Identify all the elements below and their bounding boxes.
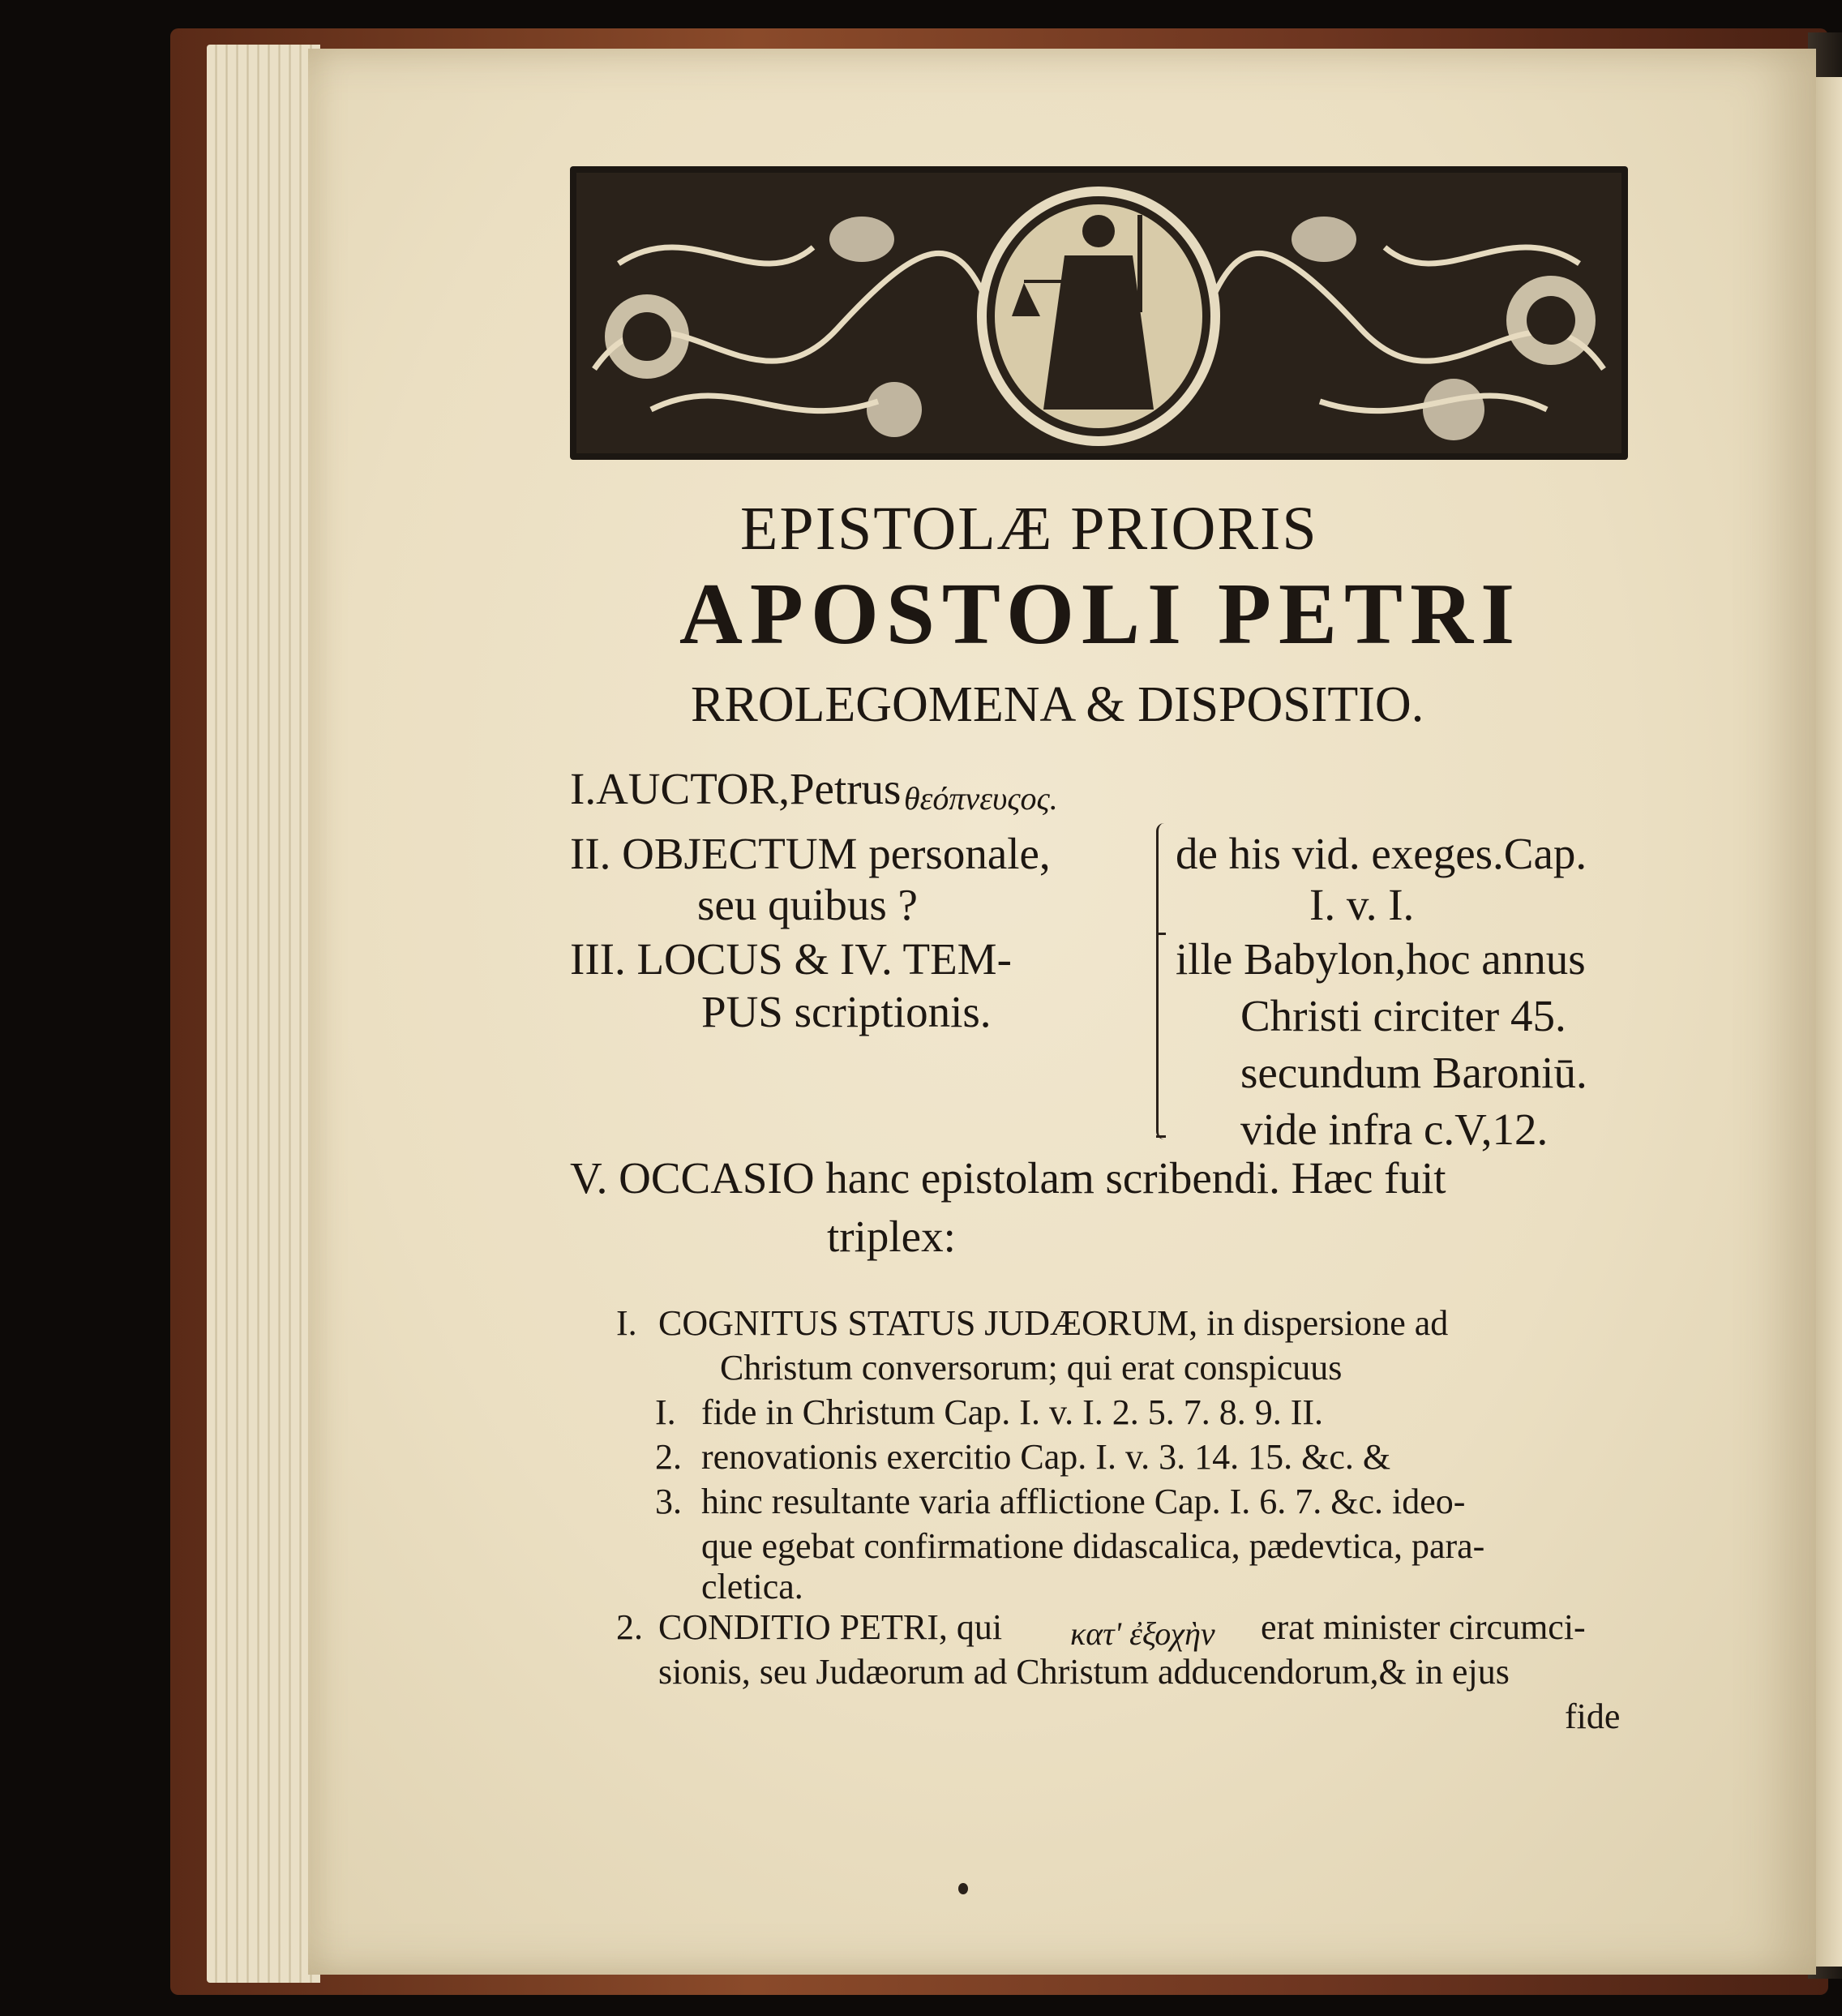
auctor-label: I.AUCTOR,Petrus	[570, 764, 902, 813]
justice-woodcut-ornament-icon	[570, 166, 1628, 460]
list-item: cletica.	[701, 1567, 803, 1606]
page-edges	[207, 45, 320, 1983]
brace-divider	[1156, 823, 1173, 1139]
list-item: COGNITUS STATUS JUDÆORUM, in dispersione ad	[658, 1303, 1449, 1343]
objectum-line-1: II. OBJECTUM personale,	[570, 829, 1051, 878]
title-line-3: RROLEGOMENA & DISPOSITIO.	[691, 677, 1424, 732]
list-num: 3.	[655, 1482, 682, 1521]
list-item: sionis, seu Judæorum ad Christum adducendorum,& in ejus	[658, 1652, 1510, 1692]
objectum-line-2: seu quibus ?	[697, 880, 918, 929]
next-page-edge	[1812, 77, 1842, 1967]
brace-tick	[1156, 1135, 1166, 1138]
brace-tick	[1156, 933, 1166, 935]
list-num: 2.	[616, 1607, 643, 1647]
locus-line-2: PUS scriptionis.	[701, 987, 992, 1036]
list-item: CONDITIO PETRI, qui	[658, 1607, 1003, 1647]
list-item: que egebat confirmatione didascalica, pædevtica, para-	[701, 1526, 1485, 1566]
title-line-2: APOSTOLI PETRI	[679, 566, 1523, 663]
locus-right-3: secundum Baroniū.	[1240, 1048, 1587, 1097]
list-item: fide in Christum Cap. I. v. I. 2. 5. 7. 8. 9. II.	[701, 1392, 1324, 1432]
page-dot-mark	[958, 1883, 968, 1894]
auctor-greek: θεόπνευςος.	[904, 780, 1058, 817]
locus-right-4: vide infra c.V,12.	[1240, 1105, 1549, 1154]
occasio-line-1: V. OCCASIO hanc epistolam scribendi. Hæc fuit	[570, 1153, 1446, 1203]
list-item: renovationis exercitio Cap. I. v. 3. 14. 15. &c. &	[701, 1437, 1391, 1477]
objectum-right-1: de his vid. exeges.Cap.	[1176, 829, 1587, 878]
list-item: fide	[1565, 1696, 1621, 1736]
list-num: I.	[655, 1392, 676, 1432]
title-line-1: EPISTOLÆ PRIORIS	[740, 495, 1318, 563]
occasio-line-2: triplex:	[827, 1212, 956, 1261]
list-num: I.	[616, 1303, 637, 1343]
locus-line-1: III. LOCUS & IV. TEM-	[570, 934, 1012, 984]
locus-right-2: Christi circiter 45.	[1240, 991, 1566, 1040]
list-greek: κατ' ἐξοχὴν	[1070, 1615, 1215, 1652]
locus-right-1: ille Babylon,hoc annus	[1176, 934, 1586, 984]
list-item: erat minister circumci-	[1261, 1607, 1586, 1647]
list-num: 2.	[655, 1437, 682, 1477]
objectum-right-2: I. v. I.	[1309, 880, 1415, 929]
list-item: hinc resultante varia afflictione Cap. I. 6. 7. &c. ideo-	[701, 1482, 1466, 1521]
list-item: Christum conversorum; qui erat conspicuus	[720, 1348, 1343, 1388]
